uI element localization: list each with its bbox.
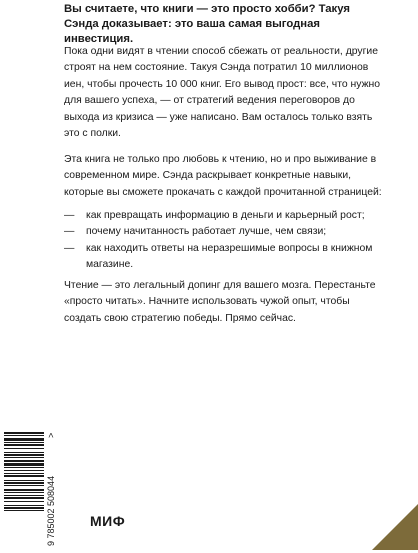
isbn-number: 9 785002 508044 xyxy=(46,475,56,546)
barcode-bar xyxy=(4,432,44,434)
isbn-arrow: > xyxy=(46,432,56,438)
barcode-bar xyxy=(4,448,44,449)
barcode-bar xyxy=(4,473,44,474)
corner-decoration xyxy=(358,490,418,550)
barcode-bar xyxy=(4,492,44,493)
barcode-bar xyxy=(4,495,44,496)
list-item-text: почему начитанность работает лучше, чем связи; xyxy=(86,226,327,238)
bullet-dash: — xyxy=(64,242,75,254)
list-item xyxy=(64,224,386,240)
barcode-bar xyxy=(4,457,44,458)
barcode-bar xyxy=(4,438,44,441)
barcode-bar xyxy=(4,510,44,511)
barcode-bar xyxy=(4,460,44,462)
list-item-text: как превращать информацию в деньги и карьерный рост; xyxy=(86,210,365,221)
barcode-bar xyxy=(4,505,44,506)
lead-text: Вы считаете, что книги — это просто хобби? Такуя Сэнда доказывает: это ваша самая выгодная инвестиция. xyxy=(64,3,350,45)
barcode-bar xyxy=(4,501,44,502)
barcode-bar xyxy=(4,467,44,468)
list-item xyxy=(64,241,386,274)
list-item-text: как находить ответы на неразрешимые вопросы в книжном магазине. xyxy=(86,242,373,271)
barcode-bar xyxy=(4,454,44,456)
list-item xyxy=(64,208,386,224)
bullet-dash: — xyxy=(64,210,75,221)
barcode-bar xyxy=(4,480,44,481)
barcode-bar xyxy=(4,442,44,443)
skills-list xyxy=(64,208,386,274)
barcode-graphic xyxy=(2,428,60,548)
barcode-bar xyxy=(4,463,44,466)
barcode-bar xyxy=(4,507,44,509)
isbn-barcode xyxy=(2,428,60,548)
paragraph-closing: Чтение — это легальный допинг для вашего мозга. Перестаньте «просто читать». Начните использовать чужой опыт, чтобы создать свою стратегию победы. Прямо сейчас. xyxy=(64,280,376,324)
barcode-bar xyxy=(4,470,44,471)
bullet-dash: — xyxy=(64,226,75,238)
barcode-bar xyxy=(4,482,44,484)
barcode-bar xyxy=(4,444,44,446)
paragraph-intro: Пока одни видят в чтении способ сбежать от реальности, другие строят на нем состояние. Такуя Сэнда потратил 10 миллионов иен, чтобы прочесть 10 000 книг. Его вывод прост: все, что нужно для вашего успеха, — от стратегий ведения переговоров до выхода из кризиса — уже написано. Вам осталось только взять это с полки. xyxy=(64,46,381,140)
paragraph-skills: Эта книга не только про любовь к чтению, но и про выживание в современном мире. Сэнда раскрывает конкретные навыки, которые вы сможете прокачать с каждой прочитанной страницей: xyxy=(64,154,382,198)
barcode-bar xyxy=(4,435,44,436)
barcode-bar xyxy=(4,489,44,491)
barcode-bar xyxy=(4,452,44,453)
publisher-logo: МИФ xyxy=(90,513,126,529)
barcode-bar xyxy=(4,475,44,477)
barcode-bar xyxy=(4,497,44,499)
barcode-bar xyxy=(4,485,44,486)
